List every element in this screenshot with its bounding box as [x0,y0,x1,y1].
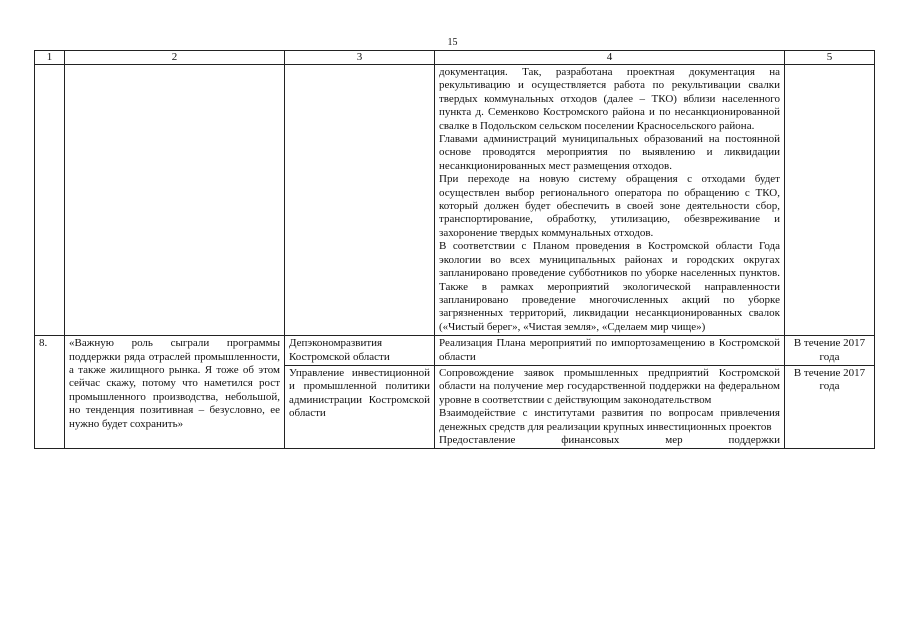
term-cell: В течение 2017 года [785,336,875,366]
term-cell: В течение 2017 года [785,365,875,448]
quote-cell: «Важную роль сыграли программы поддержки ряда отраслей промышленности, а также жилищного рынка. Я тоже об этом сейчас скажу, потому что наметился рост промышленного производства, небольшой, но тенденция позитивная – безусловно, ее нужно будет сохранить» [65,336,285,449]
paragraph: При переходе на новую систему обращения с отходами будет осуществлен выбор регионального оператора по обращению с ТКО, который должен будет обеспечить в своей зоне деятельности сбор, транспортирование, обработку, утилизацию, обезвреживание и захоронение твердых коммунальных отходов. [439,173,780,239]
paragraph: В соответствии с Планом проведения в Костромской области Года экологии во всех муниципальных районах и городских округах запланировано проведение субботников по уборке населенных пунктов. Также в рамках мероприятий экологической направленности запланировано проведение многочисленных акций по уборке загрязненных территорий, ликвидации несанкционированных свалок («Чистый берег», «Чистая земля», «Сделаем мир чище») [439,240,780,333]
column-number: 2 [65,51,285,65]
page-number: 15 [447,37,458,48]
row-number: 8. [35,336,65,449]
paragraph: Взаимодействие с институтами развития по вопросам привлечения денежных средств для реализации крупных инвестиционных проектов [439,407,780,433]
column-number: 1 [35,51,65,65]
column-numbers-row [35,51,875,65]
paragraph: Сопровождение заявок промышленных предприятий Костромской области на получение мер государственной поддержки на федеральном уровне в соответствии с действующим законодательством [439,366,780,406]
measures-cell [435,365,785,448]
measure-cell: Реализация Плана мероприятий по импортозамещению в Костромской области [435,336,785,366]
column-number: 4 [435,51,785,65]
table-row [35,336,875,366]
table-row [35,65,875,336]
quote-cell [65,65,285,336]
paragraph: Предоставление финансовых мер поддержки [439,433,780,446]
plan-table [34,50,875,449]
term-cell [785,65,875,336]
number-cell [35,65,65,336]
column-number: 5 [785,51,875,65]
executor-cell [285,65,435,336]
executor-cell: Депэкономразвития Костромской области [285,336,435,366]
paragraph: Главами администраций муниципальных образований на постоянной основе проводятся мероприятия по выявлению и ликвидации несанкционированных мест размещения отходов. [439,133,780,172]
measures-cell [435,65,785,336]
column-number: 3 [285,51,435,65]
paragraph: документация. Так, разработана проектная документация на рекультивацию и осуществляется работа по рекультивации свалки твердых коммунальных отходов (далее – ТКО) вблизи населенного пункта д. Семенково Костромского района и по несанкционированной свалке в Подольском сельском поселении Красносельского района. [439,66,780,132]
executor-cell: Управление инвестиционной и промышленной политики администрации Костромской области [285,365,435,448]
